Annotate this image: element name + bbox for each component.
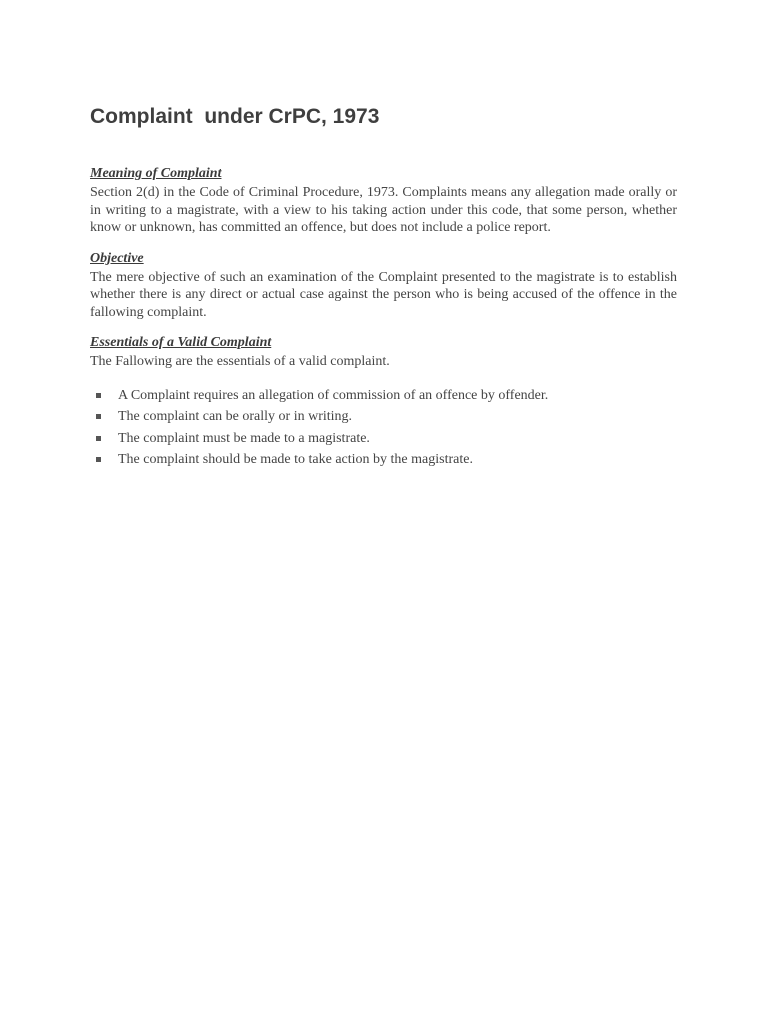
section-paragraph: Section 2(d) in the Code of Criminal Procedure, 1973. Complaints means any allegation made orally or in writing to a magistrate, with a view to his taking action under this code, that some person, whether know or unknown, has committed an offence, but does not include a police report.: [90, 185, 677, 235]
section-objective: [90, 250, 677, 322]
section-paragraph: The mere objective of such an examination of the Complaint presented to the magistrate is to establish whether there is any direct or actual case against the person who is being accused of the offence in the fallowing complaint.: [90, 269, 677, 320]
square-bullet-icon: [96, 436, 101, 441]
square-bullet-icon: [96, 414, 101, 419]
essentials-list: [90, 385, 677, 471]
list-item: [90, 428, 677, 450]
list-item: [90, 385, 677, 407]
square-bullet-icon: [96, 457, 101, 462]
list-item-text: The complaint can be orally or in writing.: [118, 409, 353, 424]
list-item: [90, 449, 677, 471]
section-heading: Meaning of Complaint: [90, 166, 222, 181]
list-item-text: The complaint should be made to take action by the magistrate.: [118, 452, 473, 467]
list-item-text: The complaint must be made to a magistrate.: [118, 430, 370, 446]
list-item-text: A Complaint requires an allegation of commission of an offence by offender.: [118, 387, 549, 403]
section-paragraph: The Fallowing are the essentials of a valid complaint.: [90, 354, 390, 369]
list-item: [90, 406, 677, 428]
section-heading: Objective: [90, 250, 144, 266]
document-page: [90, 102, 677, 484]
section-meaning-of-complaint: [90, 165, 677, 237]
square-bullet-icon: [96, 393, 101, 398]
section-heading: Essentials of a Valid Complaint: [90, 335, 272, 350]
section-essentials: [90, 334, 677, 471]
document-title: Complaint under CrPC, 1973: [90, 105, 380, 128]
